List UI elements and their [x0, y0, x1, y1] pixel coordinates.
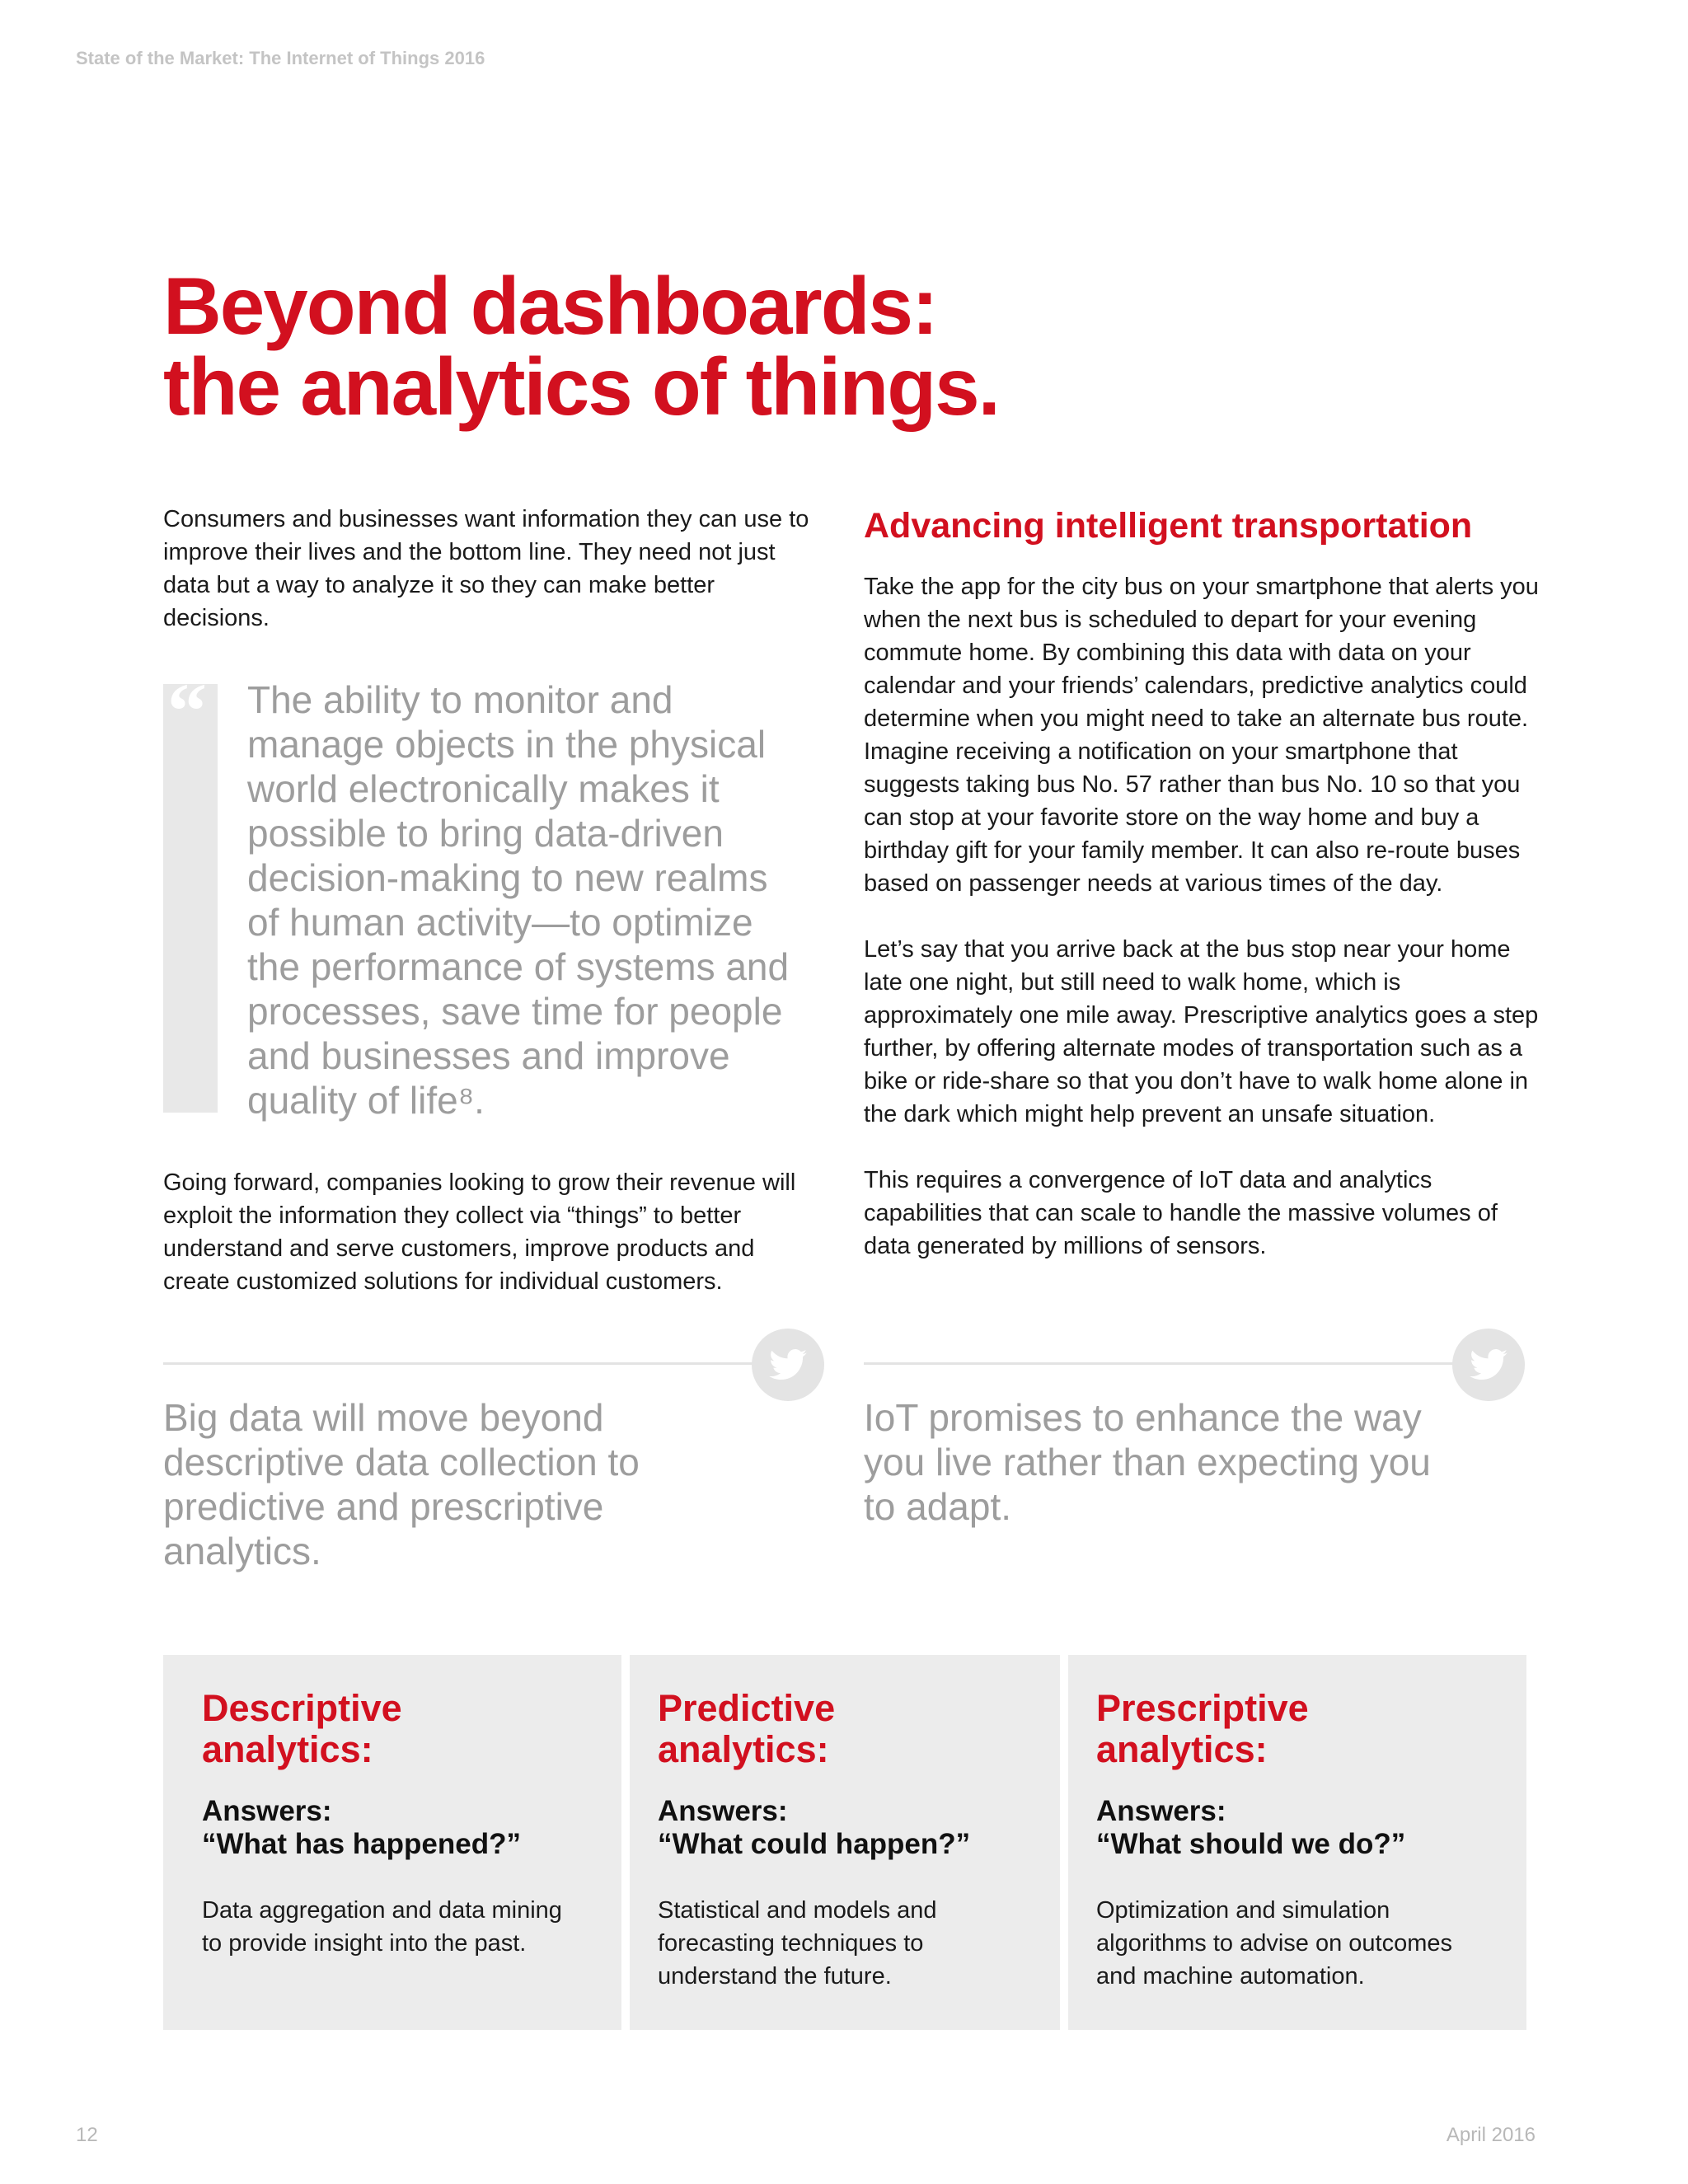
tweet-button-right[interactable] — [1452, 1329, 1525, 1401]
box-description: Statistical and models and forecasting techniques to understand the future. — [658, 1897, 937, 1990]
tweetable-quote-right: IoT promises to enhance the way you live rather than expecting you to adapt. — [864, 1396, 1431, 1528]
box-answer — [1096, 1795, 1493, 1861]
box-title — [658, 1688, 1027, 1770]
tweet-button-left[interactable] — [752, 1329, 824, 1401]
box-answer-label: Answers: — [1096, 1795, 1226, 1827]
box-title-line-1: Descriptive — [202, 1687, 402, 1729]
twitter-bird-icon — [769, 1349, 807, 1380]
page-title — [163, 260, 1235, 432]
box-answer-question: “What could happen?” — [658, 1828, 971, 1860]
twitter-bird-icon — [1470, 1349, 1507, 1380]
page-number: 12 — [76, 2124, 98, 2146]
box-answer-question: “What should we do?” — [1096, 1828, 1406, 1860]
page-title-line-1: Beyond dashboards: — [163, 260, 937, 351]
box-title-line-2: analytics: — [202, 1728, 373, 1770]
box-title-line-1: Predictive — [658, 1687, 836, 1729]
right-column-text — [864, 570, 1540, 1296]
box-title-line-1: Prescriptive — [1096, 1687, 1309, 1729]
box-answer-question: “What has happened?” — [202, 1828, 521, 1860]
tweet-divider-left — [163, 1362, 757, 1365]
going-forward-paragraph: Going forward, companies looking to grow their revenue will exploit the information they collect via “things” to better understand and serve customers, improve products and create customized solutions for individual customers. — [163, 1169, 796, 1295]
publication-date: April 2016 — [1446, 2124, 1536, 2146]
box-answer-label: Answers: — [658, 1795, 788, 1827]
descriptive-analytics-box — [163, 1655, 621, 2030]
prescriptive-analytics-box — [1068, 1655, 1526, 2030]
box-description: Optimization and simulation algorithms to advise on outcomes and machine automation. — [1096, 1897, 1452, 1990]
box-title-line-2: analytics: — [1096, 1728, 1268, 1770]
running-header: State of the Market: The Internet of Things 2016 — [76, 48, 485, 68]
box-title — [1096, 1688, 1493, 1770]
box-answer — [202, 1795, 588, 1861]
pull-quote: The ability to monitor and manage objects in the physical world electronically makes it possible to bring data-driven decision-making to new realms of human activity—to optimize the performance of systems and processes, save time for people and businesses and improve quality of life⁸. — [247, 678, 790, 1122]
tweetable-quote-left: Big data will move beyond descriptive data collection to predictive and prescriptive analytics. — [163, 1396, 640, 1572]
transport-paragraph-3: This requires a convergence of IoT data and analytics capabilities that can scale to handle the massive volumes of data generated by millions of sensors. — [864, 1167, 1498, 1259]
section-heading: Advancing intelligent transportation — [864, 506, 1473, 546]
predictive-analytics-box — [630, 1655, 1060, 2030]
transport-paragraph-1: Take the app for the city bus on your smartphone that alerts you when the next bus is scheduled to depart for your evening commute home. By combining this data with data on your calendar and your friends’ calendars, predictive analytics could determine when you might need to take an alternate bus route. Imagine receiving a notification on your smartphone that suggests taking bus No. 57 rather than bus No. 10 so that you can stop at your favorite store on the way home and buy a birthday gift for your family member. It can also re-route buses based on passenger needs at various times of the day. — [864, 574, 1539, 897]
tweet-divider-right — [864, 1362, 1457, 1365]
quotation-mark-icon: “ — [167, 667, 207, 755]
box-title-line-2: analytics: — [658, 1728, 829, 1770]
box-answer — [658, 1795, 1027, 1861]
page-title-line-2: the analytics of things. — [163, 341, 999, 432]
box-answer-label: Answers: — [202, 1795, 332, 1827]
box-title — [202, 1688, 588, 1770]
box-description: Data aggregation and data mining to provide insight into the past. — [202, 1897, 562, 1957]
transport-paragraph-2: Let’s say that you arrive back at the bus stop near your home late one night, but still need to walk home, which is approximately one mile away. Prescriptive analytics goes a step further, by offering alternate modes of transportation such as a bike or ride-share so that you don’t have to walk home alone in the dark which might help prevent an unsafe situation. — [864, 936, 1539, 1127]
intro-paragraph: Consumers and businesses want information they can use to improve their lives and the bottom line. They need not just data but a way to analyze it so they can make better decisions. — [163, 506, 809, 631]
